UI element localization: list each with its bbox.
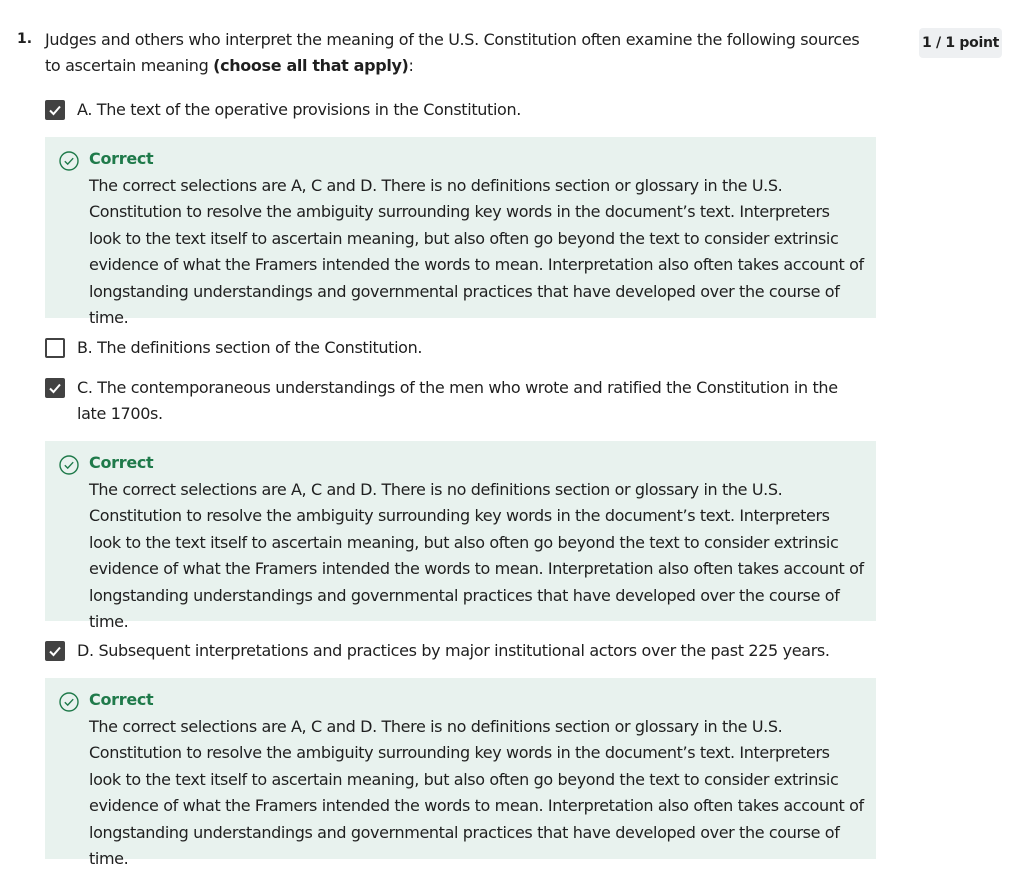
- checkbox-c[interactable]: [45, 378, 65, 398]
- question-prompt: [45, 27, 865, 79]
- option-d[interactable]: [45, 638, 875, 664]
- check-circle-icon: [59, 692, 79, 712]
- checkmark-icon: [47, 643, 63, 659]
- option-b[interactable]: [45, 335, 875, 361]
- check-circle-icon: [59, 151, 79, 171]
- score-badge: 1 / 1 point: [919, 28, 1002, 58]
- feedback-text: The correct selections are A, C and D. There is no definitions section or glossary in the U.S. Constitution to resolve the ambiguity surrounding key words in the document’s text. Interpreters look to the text itself to ascertain meaning, but also often go beyond the text to consider extrinsic evidence of what the Framers intended the words to mean. Interpretation also often takes account of longstanding understandings and governmental practices that have developed over the course of time.: [89, 176, 864, 328]
- checkmark-icon: [47, 102, 63, 118]
- question-emphasis: (choose all that apply): [213, 56, 409, 75]
- checkbox-d[interactable]: [45, 641, 65, 661]
- feedback-text: The correct selections are A, C and D. There is no definitions section or glossary in the U.S. Constitution to resolve the ambiguity surrounding key words in the document’s text. Interpreters look to the text itself to ascertain meaning, but also often go beyond the text to consider extrinsic evidence of what the Framers intended the words to mean. Interpretation also often takes account of longstanding understandings and governmental practices that have developed over the course of time.: [89, 717, 864, 869]
- option-a-label: A. The text of the operative provisions in the Constitution.: [77, 100, 522, 119]
- feedback-title: Correct: [89, 149, 154, 168]
- feedback-panel-a: [45, 137, 876, 328]
- option-c-label: C. The contemporaneous understandings of the men who wrote and ratified the Constitution in the late 1700s.: [77, 378, 838, 423]
- feedback-title: Correct: [89, 453, 154, 472]
- checkbox-b[interactable]: [45, 338, 65, 358]
- feedback-title: Correct: [89, 690, 154, 709]
- question-number: 1.: [17, 31, 33, 47]
- checkmark-icon: [47, 380, 63, 396]
- checkbox-a[interactable]: [45, 100, 65, 120]
- feedback-panel-c: [45, 441, 876, 632]
- option-a[interactable]: [45, 97, 875, 123]
- option-c[interactable]: [45, 375, 875, 427]
- feedback-text: The correct selections are A, C and D. There is no definitions section or glossary in the U.S. Constitution to resolve the ambiguity surrounding key words in the document’s text. Interpreters look to the text itself to ascertain meaning, but also often go beyond the text to consider extrinsic evidence of what the Framers intended the words to mean. Interpretation also often takes account of longstanding understandings and governmental practices that have developed over the course of time.: [89, 480, 864, 632]
- question-suffix: :: [408, 56, 414, 75]
- feedback-panel-d: [45, 678, 876, 869]
- option-b-label: B. The definitions section of the Constitution.: [77, 338, 423, 357]
- option-d-label: D. Subsequent interpretations and practices by major institutional actors over the past 225 years.: [77, 641, 830, 660]
- question-text: Judges and others who interpret the meaning of the U.S. Constitution often examine the following sources to ascertain meaning: [45, 30, 860, 75]
- check-circle-icon: [59, 455, 79, 475]
